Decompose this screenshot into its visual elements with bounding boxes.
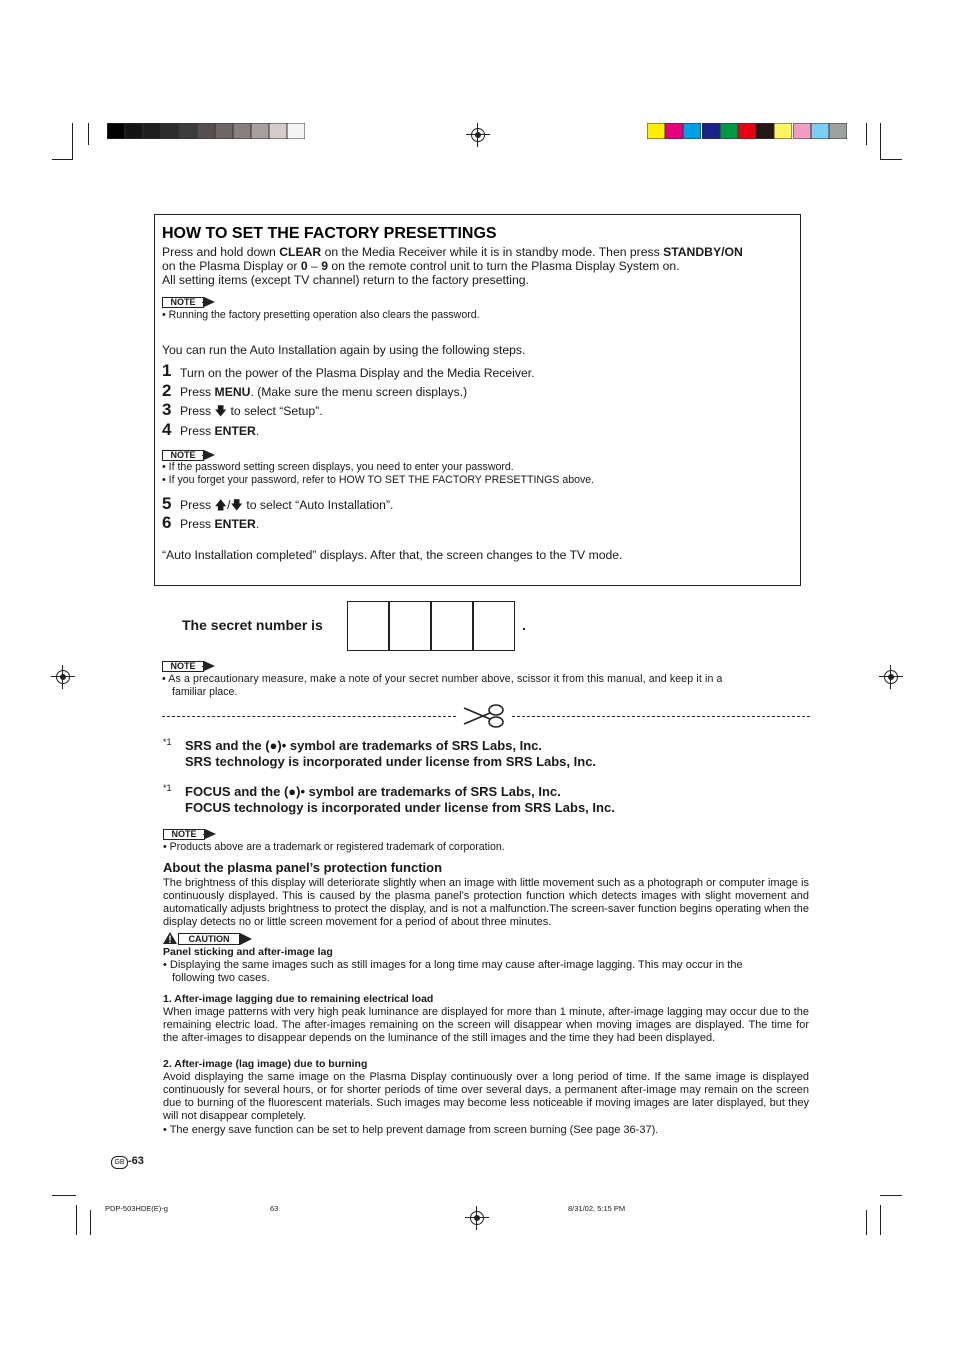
- text: on the remote control unit to turn the Plasma Display System on.: [328, 259, 680, 273]
- section-title: HOW TO SET THE FACTORY PRESETTINGS: [162, 225, 497, 242]
- text: on the Plasma Display or: [162, 259, 301, 273]
- print-date: 8/31/02, 5:15 PM: [568, 1204, 626, 1213]
- caution-icon: [163, 932, 177, 944]
- step-number: 4: [162, 420, 172, 439]
- gray-swatch: [143, 123, 161, 139]
- gray-swatch: [251, 123, 269, 139]
- note-label: [163, 829, 218, 840]
- color-swatch: [774, 123, 792, 139]
- note-text: NOTE: [162, 450, 204, 461]
- color-swatch: [702, 123, 720, 139]
- text: on the Media Receiver while it is in standby mode. Then press: [321, 245, 664, 259]
- note-item: • Products above are a trademark or registered trademark of corporation.: [163, 841, 505, 853]
- note-label: [162, 450, 217, 461]
- crop-mark: [880, 1205, 881, 1235]
- arrow-icon: [204, 450, 215, 460]
- gray-swatch: [197, 123, 215, 139]
- trademark-line: [185, 784, 561, 800]
- text: Press: [180, 424, 215, 438]
- text: symbol are trademarks of SRS Labs, Inc.: [305, 784, 561, 799]
- note-text: NOTE: [162, 661, 204, 672]
- color-swatch: [647, 123, 665, 139]
- text: Press: [180, 404, 215, 418]
- crop-mark: [88, 123, 89, 145]
- crop-mark: [880, 123, 881, 159]
- bullet: following two cases.: [172, 972, 270, 984]
- gray-swatch: [269, 123, 287, 139]
- bullet: • Displaying the same images such as still images for a long time may cause after-image lagging. This may occur in the: [163, 959, 743, 971]
- registration-mark-icon: [883, 669, 899, 685]
- note-item: • As a precautionary measure, make a note of your secret number above, scissor it from this manual, and keep it in a: [162, 673, 723, 685]
- subheading: 2. After-image (lag image) due to burning: [163, 1058, 368, 1070]
- secret-digit-box[interactable]: [431, 601, 473, 651]
- region-badge: GB: [111, 1156, 128, 1169]
- gray-swatch: [161, 123, 179, 139]
- bullet: • The energy save function can be set to help prevent damage from screen burning (See page 36-37).: [163, 1124, 659, 1136]
- arrow-icon: [204, 297, 215, 307]
- step-number: 6: [162, 513, 172, 532]
- menu-key: MENU: [214, 385, 251, 399]
- paragraph: When image patterns with very high peak luminance are displayed for more than 1 minute, after-image lagging may occur due to the remaining electric load. The after-images remaining on the screen will disappear when moving images are displayed. The time for the after-images to disappear depends on the luminance of the still images and the time they had been displayed.: [163, 1006, 809, 1044]
- registration-mark-icon: [55, 669, 71, 685]
- scissors-icon: [460, 702, 508, 730]
- period: .: [522, 617, 526, 633]
- step-text: [180, 366, 535, 380]
- crop-mark: [76, 1205, 77, 1235]
- text: to select “Auto Installation”.: [243, 498, 394, 512]
- color-swatch: [811, 123, 829, 139]
- secret-number-label: The secret number is: [182, 617, 323, 633]
- registration-mark-icon: [469, 1210, 485, 1226]
- file-name: PDP-503HDE(E)-g: [105, 1204, 168, 1213]
- gray-swatch: [107, 123, 125, 139]
- paragraph: Avoid displaying the same image on the Plasma Display continuously over a long period of time. If the same image is displayed continuously for several hours, or for shorter periods of time over several days, a permanent after-image may remain on the screen due to burning of the fluorescent materials. Such images may become less noticeable if moving images are later displayed, but they will not disappear completely.: [163, 1071, 809, 1122]
- crop-mark: [52, 1195, 76, 1196]
- clear-key: CLEAR: [279, 245, 322, 259]
- note-text: NOTE: [162, 297, 204, 308]
- note-item: • Running the factory presetting operation also clears the password.: [162, 309, 480, 321]
- text: Press: [180, 498, 215, 512]
- text: –: [307, 259, 322, 273]
- color-swatch: [720, 123, 738, 139]
- protection-heading: About the plasma panel’s protection function: [163, 860, 443, 875]
- arrow-icon: [205, 829, 216, 839]
- text: Press: [180, 517, 215, 531]
- step-text: [180, 385, 467, 399]
- text: Press: [180, 385, 215, 399]
- note-label: [162, 661, 217, 672]
- enter-key: ENTER: [214, 517, 256, 531]
- protection-body: The brightness of this display will deteriorate slightly when an image with little movement such as a photograph or computer image is continuously displayed. This is caused by the plasma panel’s protection function which detects images with slight movement and automatically adjusts brightness to protect the display, and is not a malfunction.The screen-saver function begins operating when the display detects no or little screen movement for a period of about three minutes.: [163, 877, 809, 928]
- gray-swatch: [287, 123, 305, 139]
- enter-key: ENTER: [214, 424, 256, 438]
- instruction-line: All setting items (except TV channel) return to the factory presetting.: [162, 273, 529, 287]
- step-text: [180, 424, 259, 438]
- color-swatch: [683, 123, 701, 139]
- completed-line: “Auto Installation completed” displays. After that, the screen changes to the TV mode.: [162, 548, 623, 562]
- secret-digit-box[interactable]: [389, 601, 431, 651]
- color-swatch: [738, 123, 756, 139]
- note-item: • If the password setting screen displays, you need to enter your password.: [162, 461, 514, 473]
- cut-line: [162, 716, 456, 717]
- color-swatch: [756, 123, 774, 139]
- arrow-icon: [204, 661, 215, 671]
- caution-label: CAUTION: [178, 933, 240, 945]
- trademark-line: SRS technology is incorporated under license from SRS Labs, Inc.: [185, 754, 597, 769]
- up-down-arrow-icon: 🡅/🡇: [214, 498, 243, 512]
- down-arrow-icon: 🡇: [214, 404, 228, 418]
- crop-mark: [880, 1195, 902, 1196]
- text: . (Make sure the menu screen displays.): [250, 385, 468, 399]
- srs-logo-icon: (●)•: [265, 738, 287, 753]
- gray-swatch: [179, 123, 197, 139]
- crop-mark: [866, 123, 867, 145]
- page-number: -63: [128, 1155, 144, 1167]
- trademark-line: [185, 738, 542, 754]
- standby-key: STANDBY/ON: [663, 245, 743, 259]
- color-swatch: [793, 123, 811, 139]
- note-item: familiar place.: [172, 686, 238, 698]
- crop-mark: [866, 1210, 867, 1235]
- key-0: 0: [300, 259, 308, 273]
- step-text: [180, 517, 259, 531]
- color-swatch: [829, 123, 847, 139]
- gray-swatch: [125, 123, 143, 139]
- gray-swatch: [215, 123, 233, 139]
- text: FOCUS and the: [185, 784, 284, 799]
- text: Turn on the power of the Plasma Display and the Media Receiver.: [180, 366, 535, 380]
- instruction-line: [162, 259, 680, 273]
- note-text: NOTE: [163, 829, 205, 840]
- arrow-icon: [240, 933, 252, 945]
- crop-mark: [880, 159, 902, 160]
- secret-digit-box[interactable]: [347, 601, 389, 651]
- step-number: 3: [162, 400, 172, 419]
- note-item: • If you forget your password, refer to HOW TO SET THE FACTORY PRESETTINGS above.: [162, 474, 595, 486]
- text: symbol are trademarks of SRS Labs, Inc.: [286, 738, 543, 753]
- subheading: 1. After-image lagging due to remaining electrical load: [163, 993, 434, 1005]
- crop-mark: [72, 123, 73, 159]
- step-number: 5: [162, 494, 172, 513]
- srs-logo-icon: (●)•: [283, 784, 306, 799]
- gray-swatch: [233, 123, 251, 139]
- step-number: 2: [162, 381, 172, 400]
- key-9: 9: [321, 259, 328, 273]
- intro-line: You can run the Auto Installation again by using the following steps.: [162, 343, 526, 357]
- crop-mark: [90, 1210, 91, 1235]
- secret-digit-box[interactable]: [473, 601, 515, 651]
- note-label: [162, 297, 217, 308]
- print-page-number: 63: [270, 1204, 279, 1213]
- registration-mark-icon: [470, 127, 486, 143]
- trademark-line: FOCUS technology is incorporated under license from SRS Labs, Inc.: [185, 800, 615, 815]
- crop-mark: [52, 159, 73, 160]
- text: SRS and the: [185, 738, 266, 753]
- step-text: [180, 404, 323, 418]
- cut-line: [512, 716, 810, 717]
- step-text: [180, 498, 393, 512]
- text: .: [255, 424, 260, 438]
- footnote-marker: *1: [163, 783, 172, 793]
- step-number: 1: [162, 361, 172, 380]
- text: .: [255, 517, 260, 531]
- color-swatch: [665, 123, 683, 139]
- instruction-line: [162, 245, 743, 259]
- text: Press and hold down: [162, 245, 280, 259]
- text: to select “Setup”.: [227, 404, 323, 418]
- footnote-marker: *1: [163, 737, 172, 747]
- subheading: Panel sticking and after-image lag: [163, 946, 333, 958]
